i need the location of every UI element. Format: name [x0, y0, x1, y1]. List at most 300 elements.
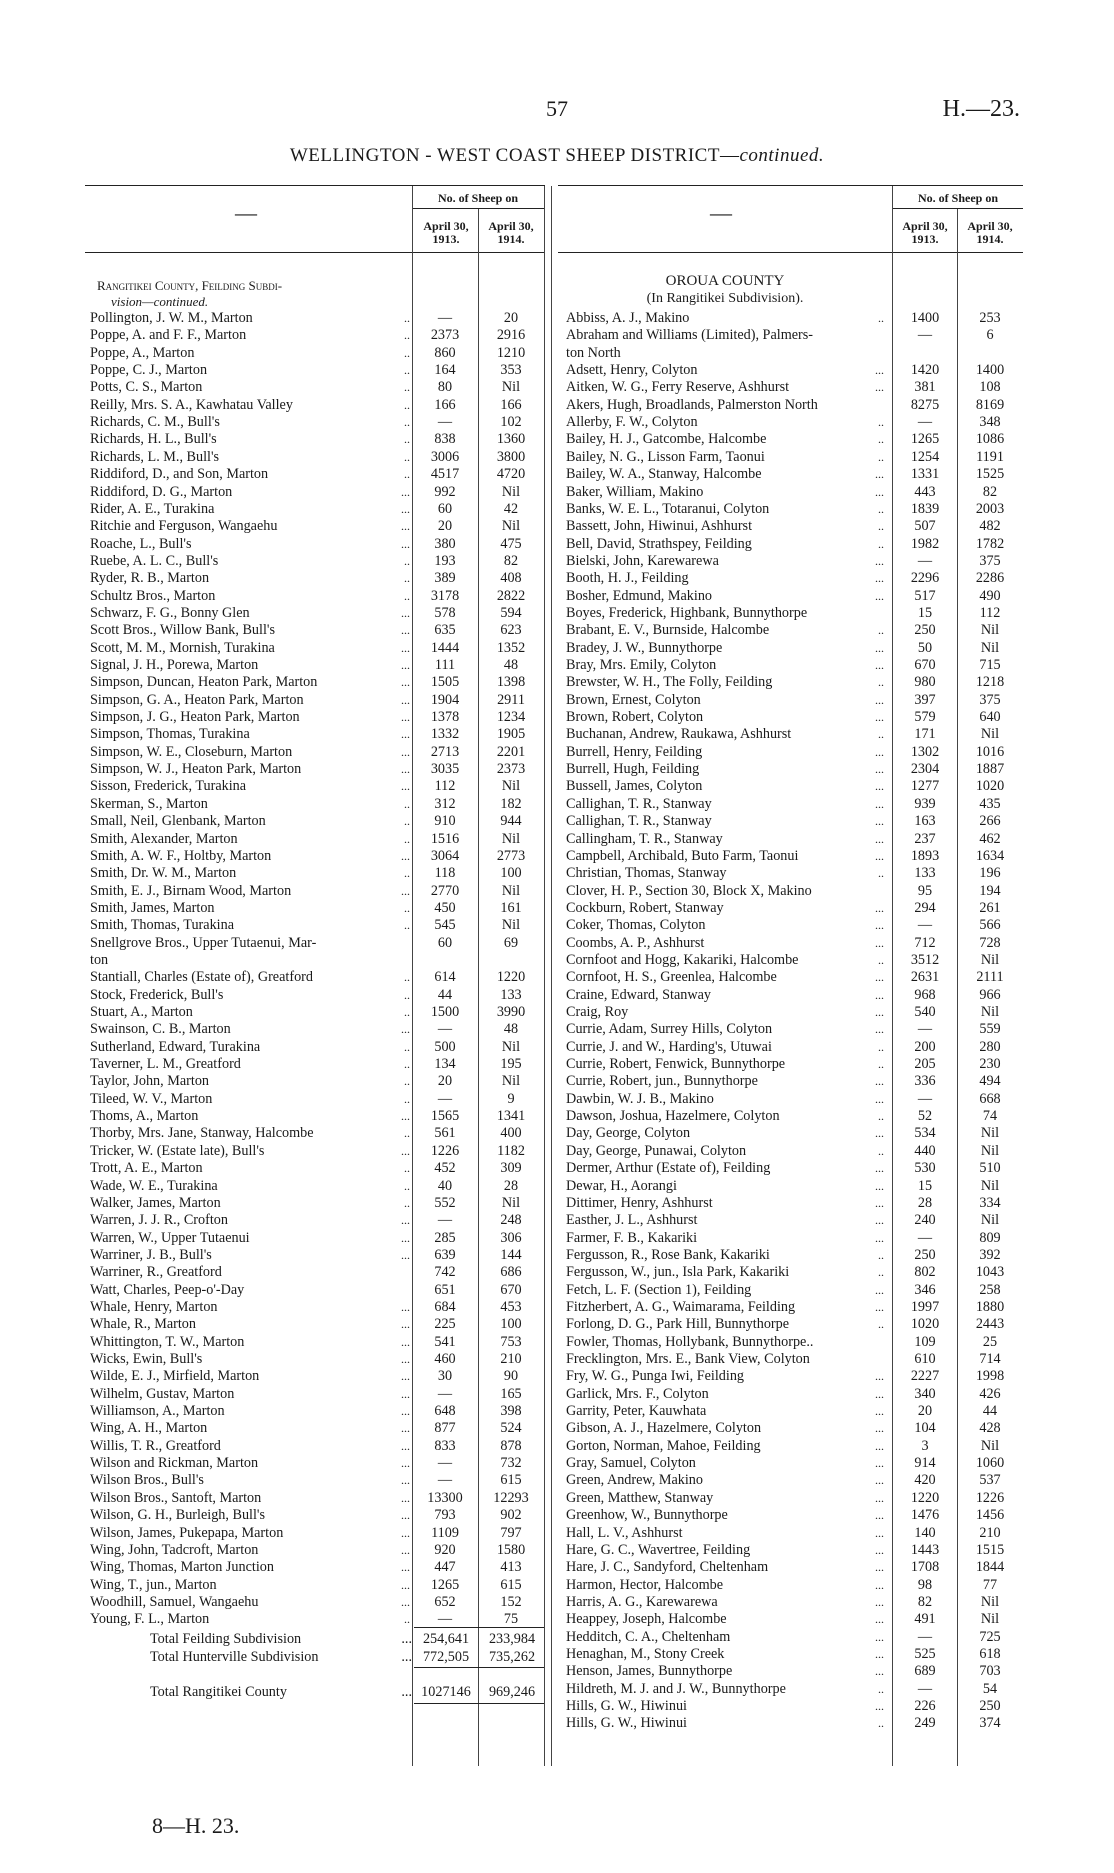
owner-name: Hall, L. V., Ashhurst — [566, 1524, 683, 1541]
leader-dots: ... — [875, 363, 884, 378]
leader-dots: ... — [401, 1334, 410, 1349]
owner-name: Callingham, T. R., Stanway — [566, 830, 723, 847]
sheep-1913: 3512 — [910, 951, 940, 968]
sheep-1914: 210 — [979, 1524, 1001, 1541]
leader-dots: ... — [401, 1631, 412, 1647]
sheep-1914: 462 — [979, 830, 1001, 847]
sheep-1914: 161 — [500, 899, 522, 916]
sheep-1913: 1265 — [430, 1576, 460, 1593]
owner-name: ton — [90, 951, 109, 968]
owner-name: Fetch, L. F. (Section 1), Feilding — [566, 1281, 752, 1298]
left-header-group: No. of Sheep on — [437, 191, 518, 205]
sheep-1914: Nil — [980, 639, 1000, 656]
sheep-1913: 112 — [434, 778, 456, 795]
leader-dots: ... — [401, 1560, 410, 1575]
leader-dots: ... — [401, 1456, 410, 1471]
page-number: 57 — [546, 96, 568, 121]
sheep-1914: 435 — [979, 795, 1001, 812]
owner-name: Willis, T. R., Greatford — [90, 1437, 221, 1454]
sheep-1914: 3800 — [496, 448, 526, 465]
sheep-1914: 728 — [979, 934, 1001, 951]
sheep-1913: 237 — [914, 830, 936, 847]
leader-dots: .. — [878, 1039, 884, 1054]
leader-dots: ... — [401, 1473, 410, 1488]
leader-dots: ... — [875, 1490, 884, 1505]
sheep-1913: 1302 — [910, 743, 940, 760]
leader-dots: .. — [878, 536, 884, 551]
leader-dots: ... — [401, 519, 410, 534]
title-main: WELLINGTON - WEST COAST SHEEP DISTRICT— — [289, 145, 740, 166]
sheep-1913: 294 — [914, 899, 936, 916]
owner-name: Tricker, W. (Estate late), Bull's — [90, 1142, 265, 1159]
leader-dots: .. — [404, 900, 410, 915]
leader-dots: .. — [404, 328, 410, 343]
leader-dots: ... — [401, 692, 410, 707]
leader-dots: .. — [878, 1057, 884, 1072]
leader-dots: ... — [875, 553, 884, 568]
owner-name: Campbell, Archibald, Buto Farm, Taonui — [566, 847, 799, 864]
sheep-1913: 104 — [914, 1420, 936, 1437]
sheep-1913: 447 — [434, 1559, 456, 1576]
leader-dots: .. — [404, 831, 410, 846]
right-header-dash: — — [710, 200, 732, 225]
leader-dots: ... — [401, 1022, 410, 1037]
leader-dots: ... — [875, 1386, 884, 1401]
leader-dots: ... — [875, 640, 884, 655]
leader-dots: ... — [401, 1577, 410, 1592]
sheep-1914: 670 — [500, 1281, 522, 1298]
sheep-1913: 44 — [437, 986, 453, 1003]
sheep-1914: Nil — [501, 830, 521, 847]
sheep-1913: 838 — [434, 431, 456, 448]
owner-name: Hare, J. C., Sandyford, Cheltenham — [566, 1559, 769, 1576]
owner-name: Whale, R., Marton — [90, 1316, 196, 1333]
owner-name: Bosher, Edmund, Makino — [566, 587, 713, 604]
total-label: Total Hunterville Subdivision — [150, 1649, 319, 1665]
sheep-1914: Nil — [501, 1038, 521, 1055]
sheep-1913: 397 — [914, 691, 936, 708]
sheep-1914: 732 — [500, 1455, 522, 1472]
owner-name: Banks, W. E. L., Totaranui, Colyton — [566, 500, 770, 517]
sheep-1914: 48 — [503, 1021, 519, 1038]
owner-name: Simpson, W. E., Closeburn, Marton — [90, 743, 293, 760]
owner-name: Reilly, Mrs. S. A., Kawhatau Valley — [90, 396, 293, 413]
leader-dots: ... — [401, 762, 410, 777]
sheep-1914: 1844 — [975, 1559, 1005, 1576]
sheep-1914: 182 — [500, 795, 522, 812]
sheep-1913: 648 — [434, 1403, 456, 1420]
sheep-1914: 1400 — [975, 362, 1005, 379]
leader-dots: ... — [875, 1299, 884, 1314]
sheep-1914: 510 — [979, 1160, 1001, 1177]
leader-dots: ... — [401, 1299, 410, 1314]
owner-name: Forlong, D. G., Park Hill, Bunnythorpe — [566, 1316, 790, 1333]
leader-dots: .. — [404, 1057, 410, 1072]
owner-name: Wilson, James, Pukepapa, Marton — [90, 1524, 284, 1541]
sheep-1914: Nil — [980, 1142, 1000, 1159]
sheep-1914: Nil — [501, 483, 521, 500]
sheep-1914: 1218 — [975, 674, 1005, 691]
leader-dots: .. — [404, 432, 410, 447]
sheep-1914: 594 — [500, 604, 522, 621]
sheep-1913: — — [437, 1090, 453, 1107]
sheep-1914: Nil — [501, 882, 521, 899]
sheep-1914: 615 — [500, 1472, 522, 1489]
owner-name: Currie, Adam, Surrey Hills, Colyton — [566, 1021, 773, 1038]
owner-name: Sutherland, Edward, Turakina — [90, 1038, 261, 1055]
leader-dots: .. — [878, 675, 884, 690]
owner-name: Smith, Dr. W. M., Marton — [90, 865, 237, 882]
sheep-1913: 833 — [434, 1437, 456, 1454]
leader-dots: ... — [401, 1317, 410, 1332]
owner-name: Christian, Thomas, Stanway — [566, 865, 727, 882]
owner-name: Wing, Thomas, Marton Junction — [90, 1559, 274, 1576]
sheep-1914: 8169 — [975, 396, 1005, 413]
owner-name: Craig, Roy — [566, 1004, 629, 1020]
leader-dots: .. — [404, 1178, 410, 1193]
owner-name: Walker, James, Marton — [90, 1194, 221, 1211]
owner-name: Sisson, Frederick, Turakina — [90, 778, 247, 795]
sheep-1914: 194 — [979, 882, 1001, 899]
sheep-1914: 2911 — [497, 691, 525, 708]
owner-name: Wilson, G. H., Burleigh, Bull's — [90, 1507, 265, 1524]
sheep-1913: 460 — [434, 1351, 456, 1367]
sheep-1914: 1360 — [496, 431, 526, 448]
sheep-1914: 797 — [500, 1524, 522, 1541]
owner-name: Wing, John, Tadcroft, Marton — [90, 1541, 259, 1558]
sheep-1914: 1398 — [496, 674, 526, 691]
sheep-1913: 541 — [434, 1333, 456, 1350]
sheep-1913: — — [917, 414, 933, 431]
total-1913: 1027146 — [421, 1684, 471, 1700]
left-header-top-rule — [85, 185, 545, 186]
owner-name: Abraham and Williams (Limited), Palmers- — [566, 327, 813, 344]
sheep-1913: 491 — [914, 1611, 936, 1628]
sheep-1913: 534 — [914, 1125, 936, 1142]
sheep-1913: 579 — [914, 709, 936, 726]
owner-name: Stuart, A., Marton — [90, 1004, 193, 1020]
sheep-1913: — — [917, 552, 933, 569]
left-section-line1: Rangitikei County, Feilding Subdi- — [97, 278, 283, 293]
owner-name: Callighan, T. R., Stanway — [566, 795, 712, 812]
sheep-1914: 44 — [982, 1403, 998, 1420]
sheep-1913: 20 — [437, 1073, 453, 1090]
owner-name: Stantiall, Charles (Estate of), Greatford — [90, 969, 313, 986]
owner-name: Brown, Ernest, Colyton — [566, 691, 701, 708]
sheep-1913: 3178 — [430, 587, 460, 604]
sheep-1914: Nil — [501, 917, 521, 934]
leader-dots: ... — [875, 1022, 884, 1037]
owner-name: Wilhelm, Gustav, Marton — [90, 1385, 235, 1402]
leader-dots: .. — [878, 519, 884, 534]
owner-name: Poppe, C. J., Marton — [90, 362, 208, 379]
leader-dots: ... — [401, 744, 410, 759]
sheep-1913: 2373 — [430, 327, 460, 344]
sheep-1913: 1839 — [910, 500, 940, 517]
sheep-1914: 1226 — [975, 1489, 1005, 1506]
leader-dots: ... — [875, 692, 884, 707]
leader-dots: ... — [875, 1525, 884, 1540]
owner-name: Henaghan, M., Stony Creek — [566, 1645, 725, 1662]
sheep-1914: 400 — [500, 1125, 522, 1142]
leader-dots: ... — [875, 831, 884, 846]
sheep-1913: 1020 — [910, 1316, 940, 1333]
leader-dots: ... — [875, 1126, 884, 1141]
sheep-1914: 144 — [500, 1246, 522, 1263]
sheep-1914: 640 — [979, 709, 1001, 726]
owner-name: Dittimer, Henry, Ashhurst — [566, 1194, 713, 1211]
owner-name: Currie, Robert, Fenwick, Bunnythorpe — [566, 1056, 786, 1073]
leader-dots: ... — [875, 1421, 884, 1436]
sheep-1914: 944 — [500, 813, 522, 830]
sheep-1914: 1234 — [496, 709, 526, 726]
owner-name: Schultz Bros., Marton — [90, 587, 216, 604]
leader-dots: .. — [404, 796, 410, 811]
leader-dots: ... — [875, 571, 884, 586]
leader-dots: .. — [404, 1091, 410, 1106]
leader-dots: .. — [878, 866, 884, 881]
sheep-1913: 2631 — [910, 969, 940, 986]
sheep-1914: 12293 — [493, 1489, 529, 1506]
leader-dots: ... — [875, 987, 884, 1002]
sheep-1913: — — [437, 1021, 453, 1038]
totals-top-rule — [414, 1627, 544, 1628]
leader-dots: ... — [401, 1508, 410, 1523]
sheep-1914: 9 — [507, 1090, 515, 1107]
sheep-1914: 524 — [500, 1420, 522, 1437]
sheep-1914: Nil — [501, 778, 521, 795]
sheep-1913: — — [917, 1021, 933, 1038]
sheep-1914: 1210 — [496, 344, 526, 361]
sheep-1914: 108 — [979, 379, 1001, 396]
sheep-1913: 440 — [914, 1142, 936, 1159]
sheep-1913: 312 — [434, 795, 456, 812]
sheep-1913: 134 — [434, 1056, 456, 1073]
owner-name: Farmer, F. B., Kakariki — [566, 1229, 698, 1246]
sheep-1914: 902 — [500, 1507, 522, 1524]
sheep-1914: 261 — [979, 899, 1001, 916]
leader-dots: .. — [878, 449, 884, 464]
total-1913: 772,505 — [422, 1649, 470, 1665]
left-col-rule-3 — [544, 186, 545, 1766]
right-section-head — [560, 273, 890, 307]
sheep-1914: 1220 — [496, 969, 526, 986]
sheep-1914: 2822 — [496, 587, 526, 604]
leader-dots: ... — [875, 710, 884, 725]
owner-name: Bell, David, Strathspey, Feilding — [566, 535, 752, 552]
sheep-1914: 82 — [982, 483, 998, 500]
leader-dots: .. — [878, 727, 884, 742]
sheep-1913: 1476 — [910, 1507, 940, 1524]
sheep-1913: 639 — [434, 1246, 456, 1263]
sheep-1914: 375 — [979, 691, 1001, 708]
owner-name: Adsett, Henry, Colyton — [566, 362, 698, 379]
sheep-1913: 340 — [914, 1385, 936, 1402]
owner-name: Day, George, Punawai, Colyton — [566, 1142, 747, 1159]
page-footer: 8—H. 23. — [152, 1813, 240, 1838]
sheep-1913: 60 — [437, 500, 453, 517]
sheep-1913: 500 — [434, 1038, 456, 1055]
owner-name: Dawson, Joshua, Hazelmere, Colyton — [566, 1108, 780, 1125]
leader-dots: ... — [401, 727, 410, 742]
sheep-1913: — — [917, 1229, 933, 1246]
owner-name: Bielski, John, Karewarewa — [566, 552, 719, 569]
leader-dots: ... — [401, 1109, 410, 1124]
sheep-1913: 240 — [914, 1212, 936, 1229]
owner-name: Harris, A. G., Karewarewa — [566, 1593, 718, 1610]
owner-name: Easther, J. L., Ashhurst — [566, 1212, 698, 1229]
sheep-1913: 530 — [914, 1160, 936, 1177]
leader-dots: ... — [401, 501, 410, 516]
sheep-1913: 98 — [917, 1576, 933, 1593]
sheep-1914: 2773 — [496, 847, 526, 864]
sheep-1913: 52 — [917, 1108, 933, 1125]
leader-dots: .. — [404, 311, 410, 325]
owner-name: Currie, Robert, jun., Bunnythorpe — [566, 1073, 758, 1090]
owner-name: Abbiss, A. J., Makino — [566, 310, 690, 326]
sheep-1913: 450 — [434, 899, 456, 916]
sheep-1914: 618 — [979, 1645, 1001, 1662]
owner-name: Pollington, J. W. M., Marton — [90, 310, 253, 326]
sheep-1913: 420 — [914, 1472, 936, 1489]
owner-name: Woodhill, Samuel, Wangaehu — [90, 1593, 259, 1610]
owner-name: Simpson, J. G., Heaton Park, Marton — [90, 709, 300, 726]
sheep-1913: 389 — [434, 570, 456, 587]
owner-name: Callighan, T. R., Stanway — [566, 813, 712, 830]
right-header-col1: April 30, 1913. — [902, 219, 948, 246]
leader-dots: .. — [404, 467, 410, 482]
sheep-1914: 6 — [986, 327, 994, 344]
leader-dots: .. — [404, 987, 410, 1002]
sheep-1914: 1880 — [975, 1298, 1005, 1315]
sheep-1913: 30 — [437, 1368, 453, 1385]
sheep-1913: 1443 — [910, 1541, 940, 1558]
total-1913: 254,641 — [422, 1631, 470, 1647]
sheep-1913: 15 — [917, 604, 933, 621]
leader-dots: ... — [875, 1473, 884, 1488]
sheep-1914: 1515 — [975, 1541, 1005, 1558]
leader-dots: ... — [875, 484, 884, 499]
leader-dots: .. — [878, 1716, 884, 1731]
owner-name: Bailey, W. A., Stanway, Halcombe — [566, 466, 762, 483]
leader-dots: ... — [875, 658, 884, 672]
sheep-1914: 374 — [979, 1715, 1001, 1732]
sheep-1914: 1905 — [496, 726, 526, 743]
sheep-1914: Nil — [501, 518, 521, 535]
sheep-1914: 1016 — [975, 743, 1005, 760]
leader-dots: ... — [875, 1629, 884, 1644]
owner-name: Taverner, L. M., Greatford — [90, 1056, 241, 1073]
sheep-1913: 980 — [914, 674, 936, 691]
sheep-1914: 309 — [500, 1160, 522, 1177]
leader-dots: ... — [875, 1438, 884, 1453]
owner-name: Coombs, A. P., Ashhurst — [566, 934, 705, 951]
leader-dots: .. — [878, 432, 884, 447]
sheep-1914: Nil — [980, 1004, 1000, 1020]
sheep-1914: 1182 — [497, 1142, 525, 1159]
owner-name: Small, Neil, Glenbank, Marton — [90, 813, 266, 830]
sheep-1913: 250 — [914, 1246, 936, 1263]
owner-name: Potts, C. S., Marton — [90, 379, 203, 396]
total-1914: 969,246 — [488, 1684, 536, 1700]
leader-dots: ... — [401, 1247, 410, 1262]
owner-name: Cockburn, Robert, Stanway — [566, 899, 724, 916]
leader-dots: .. — [878, 1317, 884, 1332]
owner-name: Wilde, E. J., Mirfield, Marton — [90, 1368, 260, 1385]
sheep-1914: 1580 — [496, 1541, 526, 1558]
sheep-1914: 1782 — [975, 535, 1005, 552]
owner-name: Whale, Henry, Marton — [90, 1298, 218, 1315]
leader-dots: .. — [404, 814, 410, 829]
owner-name: Riddiford, D. G., Marton — [90, 483, 233, 500]
sheep-1914: 253 — [979, 310, 1001, 326]
sheep-1914: 475 — [500, 535, 522, 552]
sheep-1913: 651 — [434, 1281, 456, 1298]
sheep-1914: 353 — [500, 362, 522, 379]
sheep-1914: 375 — [979, 552, 1001, 569]
owner-name: Burrell, Hugh, Feilding — [566, 761, 700, 778]
sheep-1913: 60 — [437, 934, 453, 951]
sheep-1914: 408 — [500, 570, 522, 587]
sheep-1913: 1893 — [910, 847, 940, 864]
sheep-1914: 623 — [500, 622, 522, 639]
sheep-1913: 336 — [914, 1073, 936, 1090]
leader-dots: ... — [875, 1560, 884, 1575]
sheep-1914: 426 — [979, 1385, 1001, 1402]
leader-dots: .. — [878, 1681, 884, 1696]
leader-dots: ... — [401, 1649, 412, 1665]
owner-name: Green, Andrew, Makino — [566, 1472, 703, 1489]
owner-name: Wilson Bros., Santoft, Marton — [90, 1489, 262, 1506]
owner-name: Boyes, Frederick, Highbank, Bunnythorpe — [566, 604, 808, 621]
sheep-1913: 1904 — [430, 691, 460, 708]
sheep-1913: 20 — [917, 1403, 933, 1420]
sheep-1913: 614 — [434, 969, 456, 986]
sheep-1913: 1378 — [430, 709, 460, 726]
leader-dots: .. — [878, 1143, 884, 1158]
sheep-1913: 200 — [914, 1038, 936, 1055]
sheep-1913: — — [437, 1385, 453, 1402]
owner-name: Williamson, A., Marton — [90, 1403, 225, 1420]
sheep-1913: 1997 — [910, 1298, 940, 1315]
sheep-1913: 877 — [434, 1420, 456, 1437]
total-1914: 735,262 — [488, 1649, 536, 1665]
owner-name: Wing, T., jun., Marton — [90, 1576, 217, 1593]
sheep-1913: 118 — [434, 865, 456, 882]
sheep-1914: 413 — [500, 1559, 522, 1576]
leader-dots: ... — [401, 658, 410, 672]
owner-name: Brown, Robert, Colyton — [566, 709, 704, 726]
sheep-1913: 205 — [914, 1056, 936, 1073]
leader-dots: ... — [875, 1005, 884, 1019]
leader-dots: ... — [875, 1646, 884, 1661]
document-reference: H.—23. — [942, 96, 1020, 122]
sheep-1913: 860 — [434, 344, 456, 361]
sheep-1913: 50 — [917, 639, 933, 656]
owner-name: Fowler, Thomas, Hollybank, Bunnythorpe.. — [566, 1333, 814, 1350]
sheep-1914: Nil — [980, 726, 1000, 743]
owner-name: Buchanan, Andrew, Raukawa, Ashhurst — [566, 726, 792, 743]
sheep-1913: 742 — [434, 1264, 456, 1281]
owner-name: Ritchie and Ferguson, Wangaehu — [90, 518, 278, 535]
owner-name: Clover, H. P., Section 30, Block X, Makino — [566, 882, 812, 899]
owner-name: Dewar, H., Aorangi — [566, 1177, 677, 1194]
owner-name: Green, Matthew, Stanway — [566, 1489, 714, 1506]
sheep-1914: Nil — [980, 1593, 1000, 1610]
owner-name: Bradey, J. W., Bunnythorpe — [566, 639, 723, 656]
owner-name: Garlick, Mrs. F., Colyton — [566, 1385, 709, 1402]
right-section-line1: OROUA COUNTY — [665, 273, 785, 289]
